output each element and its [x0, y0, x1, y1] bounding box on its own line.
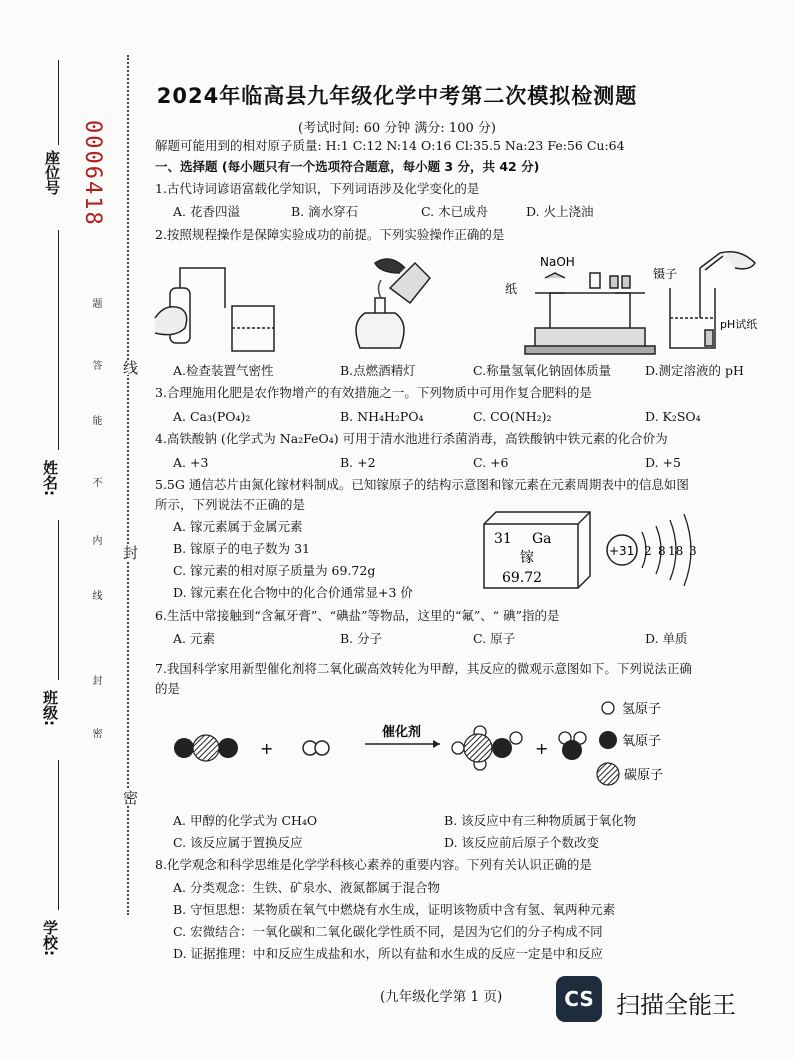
q8-option-b: B. 守恒思想：某物质在氧气中燃烧有水生成，证明该物质中含有氢、氧两种元素 [173, 902, 616, 917]
q5-stem-1: 5.5G 通信芯片由氮化镓材料制成。已知镓原子的结构示意图和镓元素在元素周期表中的信息如图 [155, 477, 689, 492]
q3-option-a: A. Ca₃(PO₄)₂ [173, 409, 251, 424]
q3-option-b: B. NH₄H₂PO₄ [340, 409, 424, 424]
q8-stem: 8.化学观念和科学思维是化学学科核心素养的重要内容。下列有关认识正确的是 [155, 857, 592, 872]
notice-char-3: 内 [90, 535, 101, 545]
class-label: 班级: [41, 690, 59, 726]
seal-mark-xian: 线 [121, 360, 139, 375]
school-label: 学校: [41, 920, 59, 956]
q3-options [173, 408, 701, 426]
fig-a-airtight-check [155, 268, 274, 351]
legend-oxygen: 氧原子 [622, 734, 662, 749]
camscanner-logo: CS [556, 976, 602, 1022]
paper-label: 纸 [505, 282, 518, 296]
seal-mark-feng: 封 [121, 545, 139, 560]
q3-option-c: C. CO(NH₂)₂ [473, 409, 552, 424]
plus-1: + [260, 739, 274, 758]
ga-shell-1: 2 [644, 544, 652, 558]
fig-b-alcohol-lamp [356, 259, 430, 348]
q5-option-a: A. 镓元素属于金属元素 [173, 519, 303, 534]
q4-option-b: B. +2 [340, 455, 376, 470]
h2-molecule [303, 741, 329, 755]
ga-atomic-number: 31 [494, 531, 512, 547]
ga-shell-2: 8 [658, 544, 666, 558]
q4-option-c: C. +6 [473, 455, 509, 470]
q2-figure [150, 248, 780, 363]
q1-options [173, 203, 594, 221]
ga-atom-structure [604, 510, 704, 590]
co2-molecule [174, 735, 238, 761]
name-label: 姓名: [41, 460, 59, 496]
q7-option-b: B. 该反应中有三种物质属于氧化物 [444, 813, 637, 828]
ph-paper-label: pH试纸 [720, 318, 758, 331]
q6-stem: 6.生活中常接触到“含氟牙膏”、“碘盐”等物品，这里的“氟”、“ 碘”指的是 [155, 608, 560, 623]
q2-option-d: D.测定溶液的 pH [645, 363, 744, 378]
seat-number: 0006418 [80, 120, 105, 227]
q6-option-b: B. 分子 [340, 631, 383, 646]
q2-stem: 2.按照规程操作是保障实验成功的前提。下列实验操作正确的是 [155, 227, 505, 242]
q7-stem-1: 7.我国科学家用新型催化剂将二氧化碳高效转化为甲醇，其反应的微观示意图如下。下列说法正确 [155, 661, 692, 676]
q5-option-c: C. 镓元素的相对原子质量为 69.72g [173, 563, 376, 578]
seal-mark-mi: 密 [121, 790, 139, 805]
class-underline [58, 520, 59, 680]
ga-shell-4: 3 [689, 544, 697, 558]
q6-option-a: A. 元素 [173, 631, 215, 646]
ga-shell-3: 18 [668, 544, 684, 558]
q7-option-c: C. 该反应属于置换反应 [173, 835, 303, 850]
plus-2: + [535, 739, 549, 758]
q6-option-d: D. 单质 [645, 631, 688, 646]
legend [597, 702, 663, 785]
q7-stem-2: 的是 [155, 681, 181, 696]
q1-stem: 1.古代诗词谚语富载化学知识，下列词语涉及化学变化的是 [155, 181, 480, 196]
q8-option-d: D. 证据推理：中和反应生成盐和水，所以有盐和水生成的反应一定是中和反应 [173, 946, 604, 961]
q8-option-a: A. 分类观念：生铁、矿泉水、液氮都属于混合物 [173, 880, 440, 895]
q1-option-d: D. 火上浇油 [526, 204, 594, 219]
camscanner-brand: 扫描全能王 [616, 991, 736, 1019]
q6-option-c: C. 原子 [473, 631, 516, 646]
q6-options [173, 630, 688, 648]
q7-option-a: A. 甲醇的化学式为 CH₄O [173, 813, 318, 828]
notice-char-2: 线 [90, 590, 101, 600]
ga-name: 镓 [520, 550, 534, 566]
notice-char-0: 密 [90, 728, 101, 738]
q1-option-c: C. 木已成舟 [421, 204, 489, 219]
ga-nucleus-charge: +31 [609, 544, 635, 558]
legend-hydrogen: 氢原子 [622, 702, 662, 717]
page-number: (九年级化学第 1 页) [380, 989, 503, 1005]
fig-c-balance [525, 273, 655, 354]
q2-option-a: A.检查装置气密性 [173, 363, 274, 378]
q1-option-a: A. 花香四溢 [173, 204, 240, 219]
atomic-masses: 解题可能用到的相对原子质量: H:1 C:12 N:14 O:16 Cl:35.5 Na:23 Fe:56 Cu:64 [155, 138, 625, 153]
q3-stem: 3.合理施用化肥是农作物增产的有效措施之一。下列物质中可用作复合肥料的是 [155, 385, 592, 400]
ga-symbol: Ga [532, 531, 552, 547]
q1-option-b: B. 滴水穿石 [291, 204, 359, 219]
notice-char-6: 答 [90, 360, 101, 370]
fig-d-ph-test [670, 252, 758, 348]
q4-stem: 4.高铁酸钠 (化学式为 Na₂FeO₄) 可用于清水池进行杀菌消毒，高铁酸钠中铁元素的化合价为 [155, 431, 668, 446]
q2-options [173, 362, 744, 380]
methanol-molecule [452, 726, 522, 770]
ga-element-cell [482, 510, 592, 590]
q2-option-b: B.点燃酒精灯 [340, 363, 416, 378]
q7-reaction-diagram [160, 700, 680, 800]
notice-char-7: 题 [90, 298, 101, 308]
water-molecule [559, 732, 586, 760]
q2-option-c: C.称量氢氧化钠固体质量 [473, 363, 612, 378]
q7-option-d: D. 该反应前后原子个数改变 [444, 835, 600, 850]
ga-mass: 69.72 [502, 570, 543, 586]
seat-label: 座位号 [43, 150, 61, 195]
seal-dotted-line [127, 55, 129, 915]
q5-option-b: B. 镓原子的电子数为 31 [173, 541, 311, 556]
section-heading: 一、选择题 (每小题只有一个选项符合题意，每小题 3 分，共 42 分) [155, 159, 540, 174]
tweezers-label: 镊子 [653, 267, 678, 281]
q5-stem-2: 所示，下列说法不正确的是 [155, 497, 306, 512]
notice-char-5: 能 [90, 415, 101, 425]
school-underline [58, 760, 59, 910]
q4-option-a: A. +3 [173, 455, 209, 470]
q5-option-d: D. 镓元素在化合物中的化合价通常显+3 价 [173, 585, 413, 600]
catalyst-label: 催化剂 [382, 725, 422, 740]
name-underline [58, 230, 59, 450]
naoh-label: NaOH [540, 255, 575, 269]
q4-option-d: D. +5 [645, 455, 681, 470]
q4-options [173, 454, 681, 472]
q3-option-d: D. K₂SO₄ [645, 409, 701, 424]
notice-char-1: 封 [90, 675, 101, 685]
page-title: 2024年临高县九年级化学中考第二次模拟检测题 [156, 84, 638, 108]
notice-char-4: 不 [90, 477, 101, 487]
legend-carbon: 碳原子 [624, 768, 664, 783]
q8-option-c: C. 宏微结合：一氧化碳和二氧化碳化学性质不同，是因为它们的分子构成不同 [173, 924, 603, 939]
exam-info: (考试时间: 60 分钟 满分: 100 分) [298, 121, 496, 136]
